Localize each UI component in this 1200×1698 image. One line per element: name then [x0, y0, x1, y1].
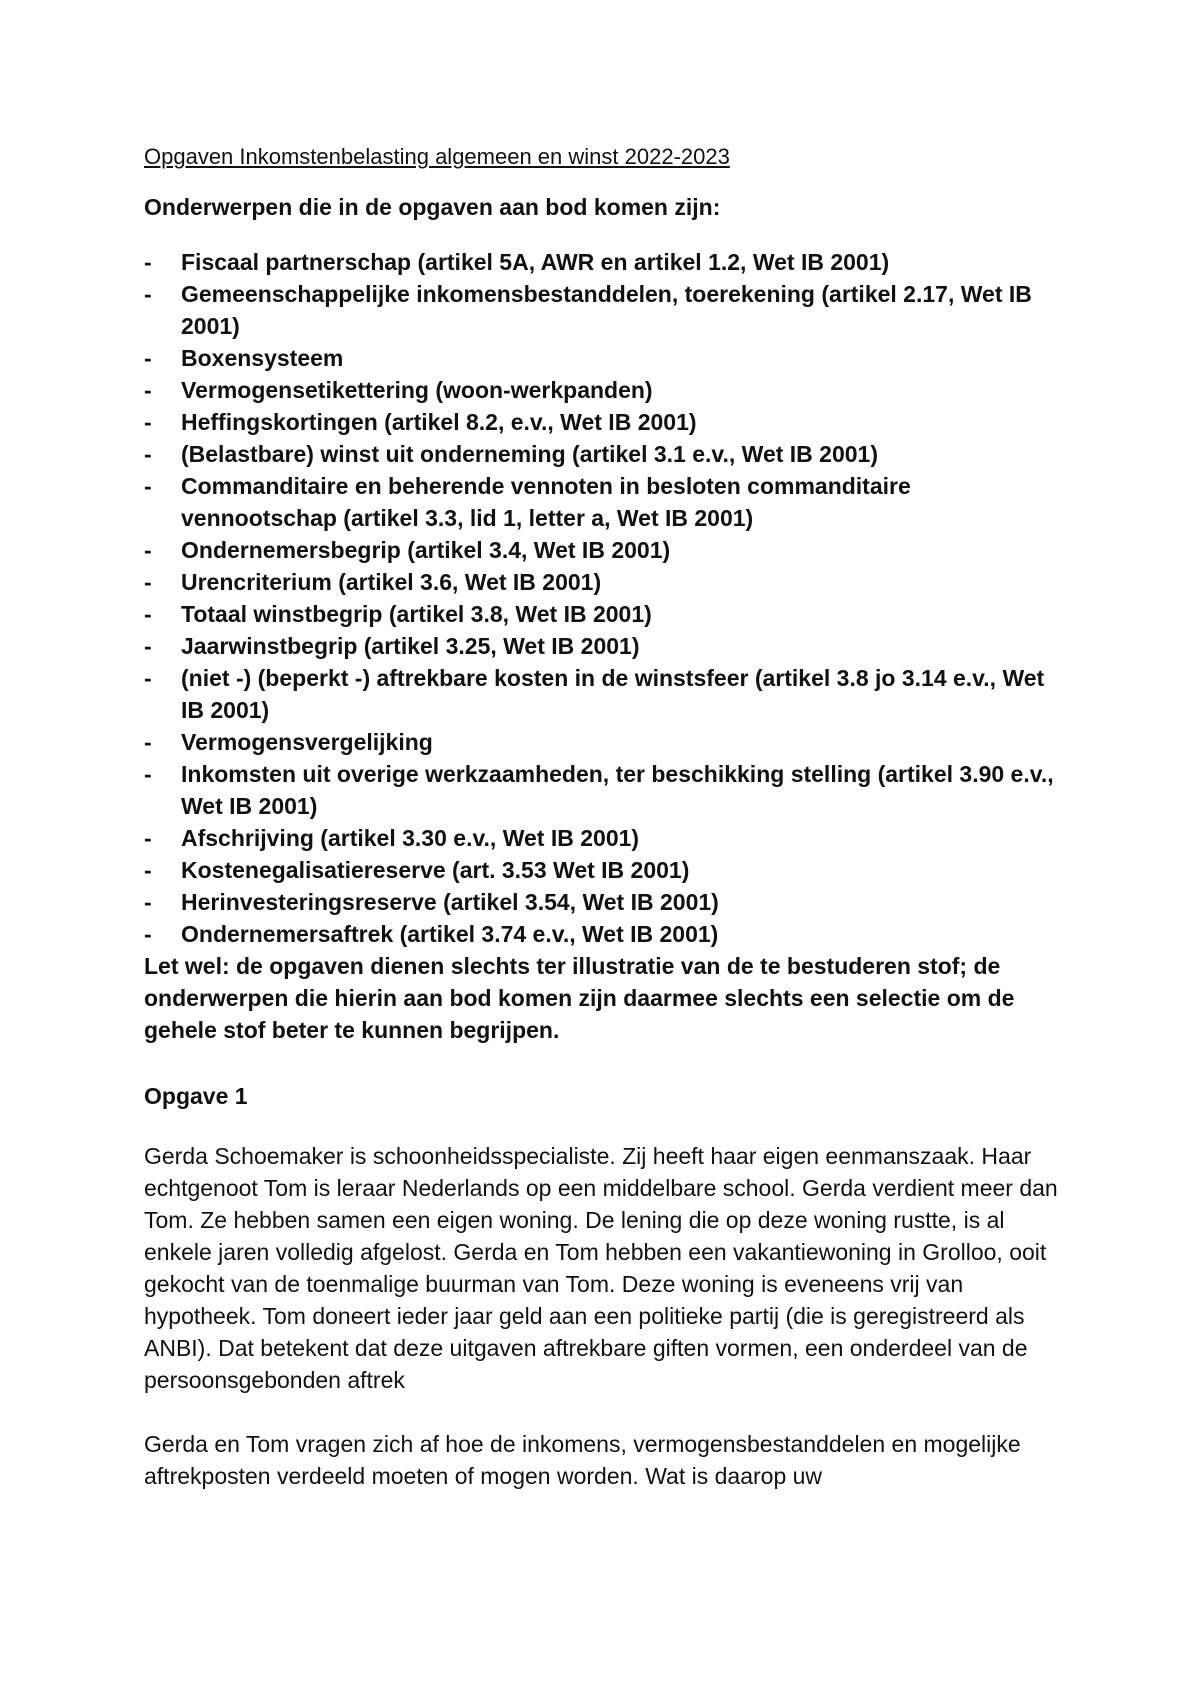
- topic-text: Inkomsten uit overige werkzaamheden, ter beschikking stelling (artikel 3.90 e.v., Wet IB 2001): [181, 761, 1054, 819]
- topic-text: Fiscaal partnerschap (artikel 5A, AWR en artikel 1.2, Wet IB 2001): [181, 249, 890, 275]
- bullet-dash: -: [144, 601, 152, 627]
- topic-text: Vermogensetikettering (woon-werkpanden): [181, 377, 653, 403]
- topic-text: (niet -) (beperkt -) aftrekbare kosten in de winstsfeer (artikel 3.8 jo 3.14 e.v., Wet IB 2001): [181, 665, 1045, 723]
- document-page: [144, 142, 1064, 1524]
- topic-item: [144, 822, 1064, 854]
- topic-item: [144, 918, 1064, 950]
- bullet-dash: -: [144, 889, 152, 915]
- topic-item: [144, 662, 1064, 726]
- topic-item: [144, 278, 1064, 342]
- bullet-dash: -: [144, 345, 152, 371]
- topic-text: Ondernemersaftrek (artikel 3.74 e.v., Wet IB 2001): [181, 921, 719, 947]
- bullet-dash: -: [144, 537, 152, 563]
- document-title: Opgaven Inkomstenbelasting algemeen en winst 2022-2023: [144, 144, 730, 169]
- assignment-title: Opgave 1: [144, 1083, 248, 1109]
- bullet-dash: -: [144, 921, 152, 947]
- subjects-heading: Onderwerpen die in de opgaven aan bod komen zijn:: [144, 194, 721, 220]
- topic-text: Gemeenschappelijke inkomensbestanddelen, toerekening (artikel 2.17, Wet IB 2001): [181, 281, 1032, 339]
- topic-text: Jaarwinstbegrip (artikel 3.25, Wet IB 2001): [181, 633, 640, 659]
- topic-text: Heffingskortingen (artikel 8.2, e.v., Wet IB 2001): [181, 409, 697, 435]
- topic-item: [144, 406, 1064, 438]
- bullet-dash: -: [144, 633, 152, 659]
- bullet-dash: -: [144, 761, 152, 787]
- topic-text: Ondernemersbegrip (artikel 3.4, Wet IB 2001): [181, 537, 671, 563]
- topic-item: [144, 342, 1064, 374]
- bullet-dash: -: [144, 665, 152, 691]
- topic-item: [144, 470, 1064, 534]
- topics-list: [144, 246, 1064, 950]
- topic-item: [144, 246, 1064, 278]
- topic-text: Commanditaire en beherende vennoten in besloten commanditaire vennootschap (artikel 3.3, lid 1, letter a, Wet IB 2001): [181, 473, 911, 531]
- bullet-dash: -: [144, 825, 152, 851]
- topic-item: [144, 598, 1064, 630]
- topic-text: Herinvesteringsreserve (artikel 3.54, Wet IB 2001): [181, 889, 719, 915]
- assignment-paragraph-2: Gerda en Tom vragen zich af hoe de inkomens, vermogensbestanddelen en mogelijke aftrekposten verdeeld moeten of mogen worden. Wat is daarop uw: [144, 1431, 1021, 1489]
- topic-item: [144, 374, 1064, 406]
- topic-text: Boxensysteem: [181, 345, 344, 371]
- topic-item: [144, 630, 1064, 662]
- bullet-dash: -: [144, 441, 152, 467]
- bullet-dash: -: [144, 377, 152, 403]
- topic-text: Afschrijving (artikel 3.30 e.v., Wet IB 2001): [181, 825, 640, 851]
- topic-item: [144, 534, 1064, 566]
- topic-item: [144, 886, 1064, 918]
- topic-item: [144, 854, 1064, 886]
- topic-item: [144, 438, 1064, 470]
- topic-text: Kostenegalisatiereserve (art. 3.53 Wet IB 2001): [181, 857, 690, 883]
- bullet-dash: -: [144, 729, 152, 755]
- topic-item: [144, 758, 1064, 822]
- study-note: Let wel: de opgaven dienen slechts ter illustratie van de te bestuderen stof; de onderwerpen die hierin aan bod komen zijn daarmee slechts een selectie om de gehele stof beter te kunnen begrijpen.: [144, 953, 1015, 1043]
- bullet-dash: -: [144, 857, 152, 883]
- topic-item: [144, 726, 1064, 758]
- topic-text: Totaal winstbegrip (artikel 3.8, Wet IB 2001): [181, 601, 652, 627]
- bullet-dash: -: [144, 569, 152, 595]
- bullet-dash: -: [144, 409, 152, 435]
- assignment-paragraph-1: Gerda Schoemaker is schoonheidsspecialiste. Zij heeft haar eigen eenmanszaak. Haar echtgenoot Tom is leraar Nederlands op een middelbare school. Gerda verdient meer dan Tom. Ze hebben samen een eigen woning. De lening die op deze woning rustte, is al enkele jaren volledig afgelost. Gerda en Tom hebben een vakantiewoning in Grolloo, ooit gekocht van de toenmalige buurman van Tom. Deze woning is eveneens vrij van hypotheek. Tom doneert ieder jaar geld aan een politieke partij (die is geregistreerd als ANBI). Dat betekent dat deze uitgaven aftrekbare giften vormen, een onderdeel van de persoonsgebonden aftrek: [144, 1143, 1058, 1393]
- bullet-dash: -: [144, 249, 152, 275]
- topic-text: Urencriterium (artikel 3.6, Wet IB 2001): [181, 569, 602, 595]
- topic-text: Vermogensvergelijking: [181, 729, 433, 755]
- topic-text: (Belastbare) winst uit onderneming (artikel 3.1 e.v., Wet IB 2001): [181, 441, 879, 467]
- bullet-dash: -: [144, 281, 152, 307]
- bullet-dash: -: [144, 473, 152, 499]
- topic-item: [144, 566, 1064, 598]
